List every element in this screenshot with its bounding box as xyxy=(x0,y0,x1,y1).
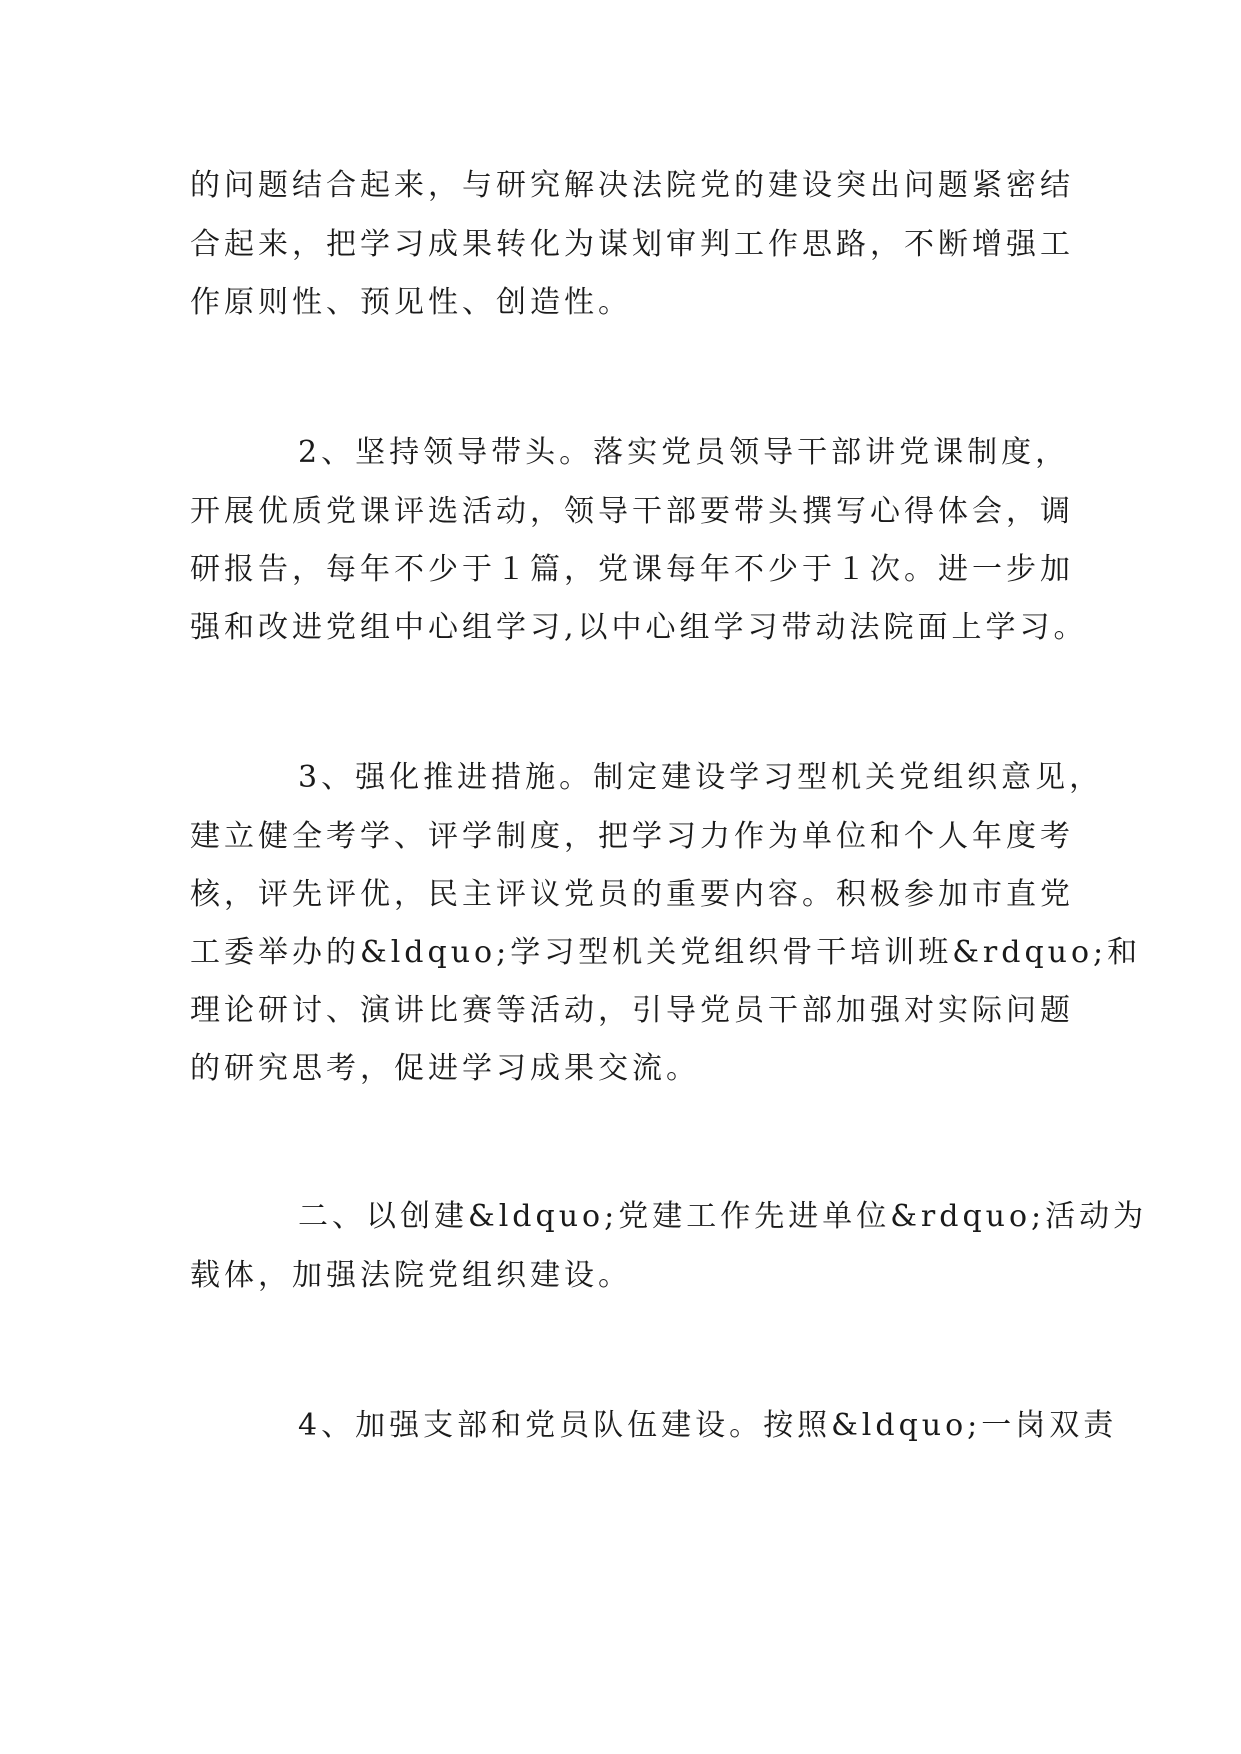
text-line: 研报告，每年不少于１篇，党课每年不少于１次。进一步加 xyxy=(190,552,1074,587)
text-line: 的研究思考，促进学习成果交流。 xyxy=(190,1051,700,1086)
section-heading: 载体，加强法院党组织建设。 xyxy=(190,1258,632,1293)
section-heading: 二、以创建&ldquo;党建工作先进单位&rdquo;活动为 xyxy=(298,1199,1148,1234)
text-line: 合起来，把学习成果转化为谋划审判工作思路，不断增强工 xyxy=(190,227,1074,262)
text-line: 开展优质党课评选活动，领导干部要带头撰写心得体会，调 xyxy=(190,494,1074,529)
text-line: 作原则性、预见性、创造性。 xyxy=(190,285,632,320)
text-line: 强和改进党组中心组学习,以中心组学习带动法院面上学习。 xyxy=(190,610,1088,645)
text-line: 理论研讨、演讲比赛等活动，引导党员干部加强对实际问题 xyxy=(190,993,1074,1028)
text-line: 工委举办的&ldquo;学习型机关党组织骨干培训班&rdquo;和 xyxy=(190,935,1142,970)
text-line: 的问题结合起来，与研究解决法院党的建设突出问题紧密结 xyxy=(190,168,1074,203)
text-line: 3、强化推进措施。制定建设学习型机关党组织意见， xyxy=(298,760,1104,795)
text-line: 核，评先评优，民主评议党员的重要内容。积极参加市直党 xyxy=(190,877,1074,912)
text-line: 建立健全考学、评学制度，把学习力作为单位和个人年度考 xyxy=(190,819,1074,854)
text-line: 2、坚持领导带头。落实党员领导干部讲党课制度， xyxy=(298,435,1070,470)
text-line: 4、加强支部和党员队伍建设。按照&ldquo;一岗双责 xyxy=(298,1408,1118,1443)
